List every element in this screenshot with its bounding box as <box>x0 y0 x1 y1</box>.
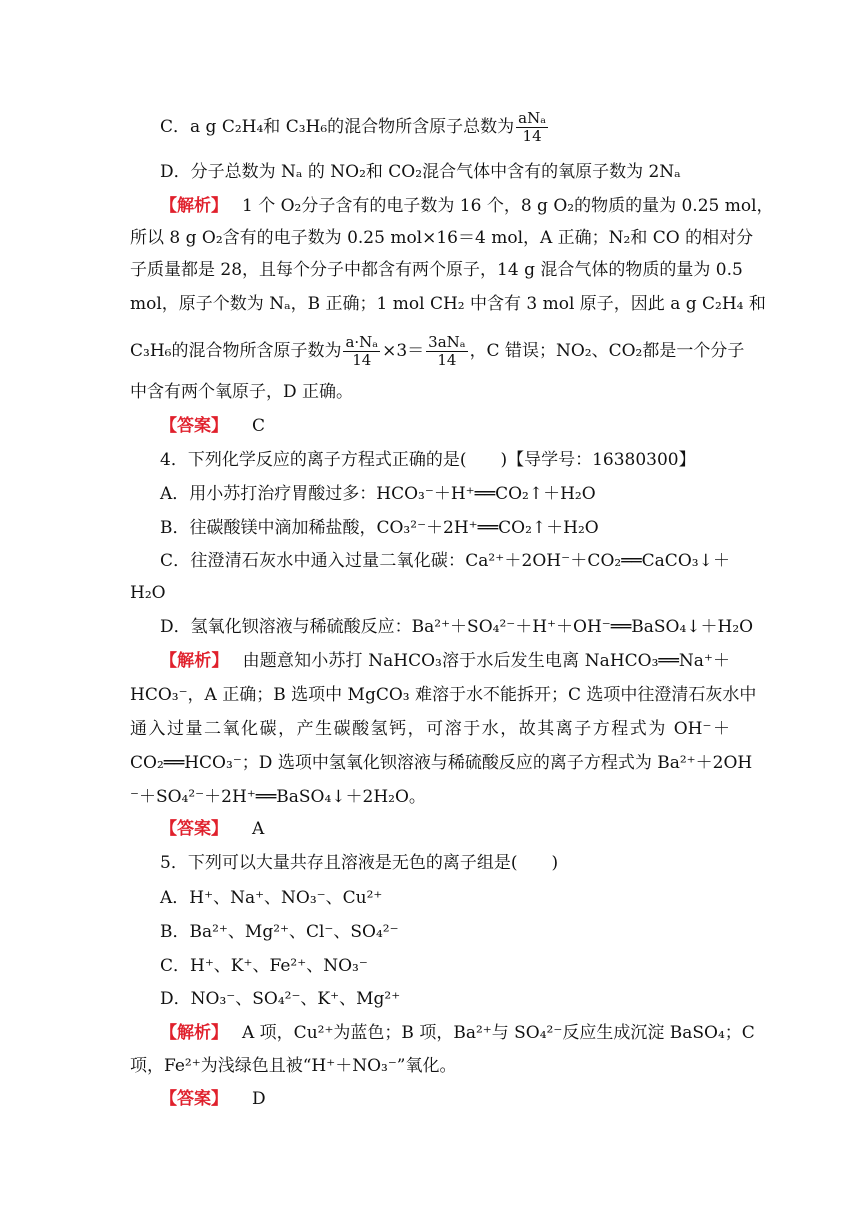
q3-option-c <box>160 110 760 145</box>
fraction-a-na-over-14 <box>343 334 380 369</box>
fraction-denominator: 14 <box>522 127 542 145</box>
q4-analysis-line1 <box>160 650 730 672</box>
q4-option-d: D．氢氧化钡溶液与稀硫酸反应：Ba²⁺＋SO₄²⁻＋H⁺＋OH⁻══BaSO₄↓＋H₂O <box>160 617 754 637</box>
q3-analysis-line1 <box>160 195 774 217</box>
fraction-denominator: 14 <box>352 351 372 369</box>
analysis-text: ，C 错误；NO₂、CO₂都是一个分子 <box>469 341 745 361</box>
q3-analysis-line6: 中含有两个氧原子，D 正确。 <box>130 382 354 402</box>
q4-analysis-line3: 通入过量二氧化碳，产生碳酸氢钙，可溶于水，故其离子方程式为 OH⁻＋ <box>130 719 730 739</box>
answer-value: C <box>252 416 266 436</box>
q4-option-b: B．往碳酸镁中滴加稀盐酸，CO₃²⁻＋2H⁺══CO₂↑＋H₂O <box>160 518 599 538</box>
q4-answer <box>160 818 760 840</box>
q5-analysis-line1 <box>160 1022 755 1044</box>
fraction-numerator: 3aNₐ <box>428 333 466 351</box>
q5-option-a: A．H⁺、Na⁺、NO₃⁻、Cu²⁺ <box>160 888 383 908</box>
analysis-text: 由题意知小苏打 NaHCO₃溶于水后发生电离 NaHCO₃══Na⁺＋ <box>242 651 731 671</box>
q5-analysis-line2: 项，Fe²⁺为浅绿色且被“H⁺＋NO₃⁻”氧化。 <box>130 1056 457 1076</box>
analysis-text: A 项，Cu²⁺为蓝色；B 项，Ba²⁺与 SO₄²⁻反应生成沉淀 BaSO₄；C <box>242 1023 755 1043</box>
q5-option-c: C．H⁺、K⁺、Fe²⁺、NO₃⁻ <box>160 956 368 976</box>
q5-stem: 5．下列可以大量共存且溶液是无色的离子组是( ) <box>160 853 559 873</box>
q3-analysis-line4: mol，原子个数为 Nₐ，B 正确；1 mol CH₂ 中含有 3 mol 原子，因此 a g C₂H₄ 和 <box>130 294 766 314</box>
analysis-tag: 【解析】 <box>160 1023 228 1043</box>
q3-analysis-line5 <box>130 333 745 369</box>
q5-answer <box>160 1088 760 1110</box>
q3-option-c-text: C．a g C₂H₄和 C₃H₆的混合物所含原子总数为 <box>160 117 515 137</box>
answer-value: D <box>252 1089 266 1109</box>
q3-option-d: D．分子总数为 Nₐ 的 NO₂和 CO₂混合气体中含有的氧原子数为 2Nₐ <box>160 162 681 182</box>
q4-analysis-line2: HCO₃⁻，A 正确；B 选项中 MgCO₃ 难溶于水不能拆开；C 选项中往澄清石灰水中 <box>130 685 757 705</box>
answer-value: A <box>252 819 265 839</box>
analysis-text: 1 个 O₂分子含有的电子数为 16 个，8 g O₂的物质的量为 0.25 mol， <box>242 196 774 216</box>
q4-option-a: A．用小苏打治疗胃酸过多：HCO₃⁻＋H⁺══CO₂↑＋H₂O <box>160 484 596 504</box>
q5-option-d: D．NO₃⁻、SO₄²⁻、K⁺、Mg²⁺ <box>160 989 401 1009</box>
analysis-text: ×3＝ <box>382 341 425 361</box>
fraction-numerator: aNₐ <box>518 109 547 127</box>
q4-analysis-line5: ⁻＋SO₄²⁻＋2H⁺══BaSO₄↓＋2H₂O。 <box>130 787 426 807</box>
q3-answer <box>160 415 760 437</box>
q5-option-b: B．Ba²⁺、Mg²⁺、Cl⁻、SO₄²⁻ <box>160 922 399 942</box>
q4-stem: 4．下列化学反应的离子方程式正确的是( )【导学号：16380300】 <box>160 450 696 470</box>
q4-option-c-line1: C．往澄清石灰水中通入过量二氧化碳：Ca²⁺＋2OH⁻＋CO₂══CaCO₃↓＋ <box>160 551 730 571</box>
answer-tag: 【答案】 <box>160 416 228 436</box>
q4-option-c-line2: H₂O <box>130 583 166 603</box>
fraction-denominator: 14 <box>437 351 457 369</box>
q3-analysis-line3: 子质量都是 28，且每个分子中都含有两个原子，14 g 混合气体的物质的量为 0.5 <box>130 260 743 280</box>
analysis-tag: 【解析】 <box>160 196 228 216</box>
q4-analysis-line4: CO₂══HCO₃⁻；D 选项中氢氧化钡溶液与稀硫酸反应的离子方程式为 Ba²⁺＋2OH <box>130 753 753 773</box>
fraction-numerator: a·Nₐ <box>345 333 379 351</box>
answer-tag: 【答案】 <box>160 1089 228 1109</box>
q3-option-c-fraction <box>516 110 548 145</box>
q3-analysis-line2: 所以 8 g O₂含有的电子数为 0.25 mol×16＝4 mol，A 正确；N₂和 CO 的相对分 <box>130 228 754 248</box>
fraction-3a-na-over-14 <box>426 334 467 369</box>
answer-tag: 【答案】 <box>160 819 228 839</box>
analysis-tag: 【解析】 <box>160 651 229 671</box>
analysis-text: C₃H₆的混合物所含原子数为 <box>130 341 342 361</box>
